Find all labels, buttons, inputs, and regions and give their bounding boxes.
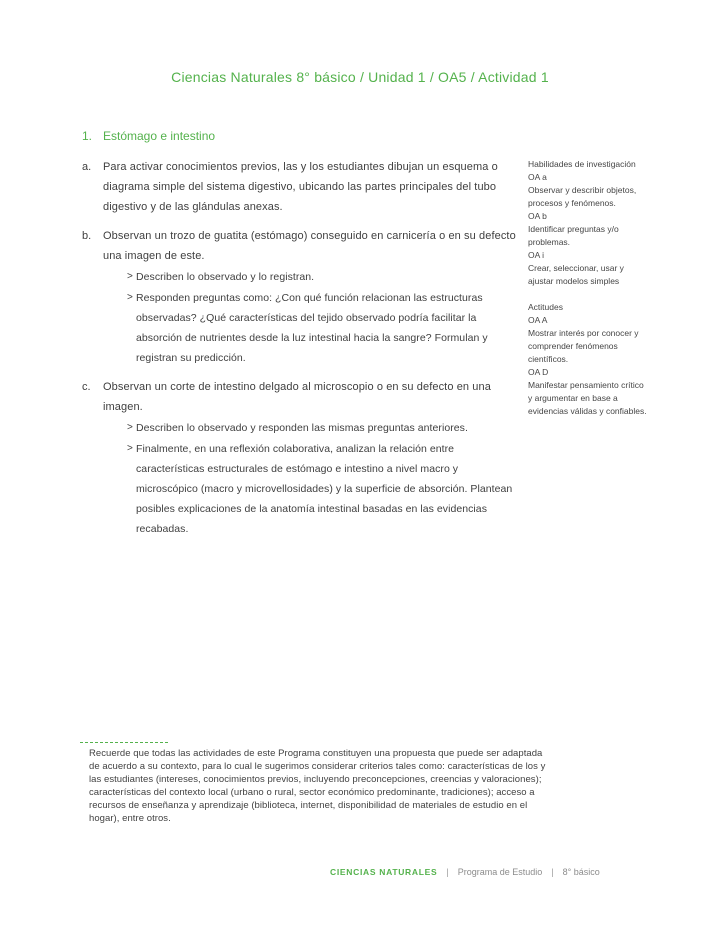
- bullet-text: Responden preguntas como: ¿Con qué función relacionan las estructuras observadas? ¿Qué características del tejido observado podría facilitar la absorción de nutrientes desde la luz intestinal hacia la sangre? Formulan y registran su predicción.: [136, 292, 488, 364]
- sidebar-section-heading: Habilidades de investigación: [528, 159, 636, 169]
- footer-grade: 8° básico: [562, 867, 600, 877]
- bullet-marker-icon: >: [127, 292, 133, 303]
- bullet-text: Describen lo observado y responden las mismas preguntas anteriores.: [136, 422, 468, 434]
- item-letter: a.: [82, 161, 92, 173]
- oa-text: Crear, seleccionar, usar y ajustar modelos simples: [528, 263, 624, 286]
- activity-content: [82, 157, 518, 548]
- oa-text: Observar y describir objetos, procesos y fenómenos.: [528, 185, 637, 208]
- footnote: [80, 742, 546, 825]
- item-letter: c.: [82, 381, 91, 393]
- item-bullet: [127, 288, 518, 368]
- footer-program: Programa de Estudio: [457, 867, 543, 877]
- oa-text: Mostrar interés por conocer y comprender fenómenos científicos.: [528, 328, 639, 364]
- footnote-separator-rule: [80, 742, 168, 743]
- bullet-marker-icon: >: [127, 443, 133, 454]
- page-title: Ciencias Naturales 8° básico / Unidad 1 / OA5 / Actividad 1: [171, 69, 549, 85]
- activity-title: Estómago e intestino: [103, 129, 216, 143]
- item-letter: b.: [82, 230, 92, 242]
- sidebar-section-actitudes: [528, 301, 648, 418]
- objectives-sidebar: [528, 158, 648, 418]
- oa-text: Identificar preguntas y/o problemas.: [528, 224, 619, 247]
- bullet-marker-icon: >: [127, 422, 133, 433]
- bullet-marker-icon: >: [127, 271, 133, 282]
- oa-code: OA i: [528, 250, 545, 260]
- sidebar-section-heading: Actitudes: [528, 302, 563, 312]
- activity-number: 1.: [82, 129, 93, 143]
- page-footer: [330, 867, 600, 877]
- activity-item-c: [82, 377, 518, 539]
- activity-heading: [82, 129, 522, 143]
- item-text: Observan un trozo de guatita (estómago) conseguido en carnicería o en su defecto una imagen de este.: [103, 230, 516, 262]
- item-text: Observan un corte de intestino delgado al microscopio o en su defecto en una imagen.: [103, 381, 491, 413]
- activity-item-a: [82, 157, 518, 217]
- sidebar-section-habilidades: [528, 158, 648, 288]
- item-bullet: [127, 439, 518, 539]
- bullet-text: Finalmente, en una reflexión colaborativa, analizan la relación entre características estructurales de estómago e intestino a nivel macro y microscópico (macro y microvellosidades) y la superficie de absorción. Plantean posibles explicaciones de la anatomía intestinal basadas en las evidencias recabadas.: [136, 443, 513, 535]
- bullet-text: Describen lo observado y lo registran.: [136, 271, 315, 283]
- item-text: Para activar conocimientos previos, las y los estudiantes dibujan un esquema o diagrama simple del sistema digestivo, ubicando las partes principales del tubo digestivo y de las glándulas anexas.: [103, 161, 498, 213]
- footnote-text: Recuerde que todas las actividades de este Programa constituyen una propuesta que puede ser adaptada de acuerdo a su contexto, para lo cual le sugerimos considerar criterios tales como: características de los y las estudiantes (intereses, conocimientos previos, incluyendo preconcepciones, creencias y valoraciones); características del contexto local (urbano o rural, sector económico predominante, tradiciones); acceso a recursos de enseñanza y aprendizaje (biblioteca, internet, disponibilidad de materiales de estudio en el hogar), entre otros.: [89, 748, 546, 824]
- footer-separator: |: [551, 867, 554, 877]
- oa-code: OA a: [528, 172, 547, 182]
- footer-separator: |: [446, 867, 449, 877]
- footer-subject: CIENCIAS NATURALES: [330, 867, 438, 877]
- item-bullet: [127, 267, 518, 287]
- oa-code: OA b: [528, 211, 547, 221]
- oa-code: OA D: [528, 367, 549, 377]
- oa-code: OA A: [528, 315, 548, 325]
- oa-text: Manifestar pensamiento crítico y argumentar en base a evidencias válidas y confiables.: [528, 380, 647, 416]
- item-bullet: [127, 418, 518, 438]
- activity-item-b: [82, 226, 518, 368]
